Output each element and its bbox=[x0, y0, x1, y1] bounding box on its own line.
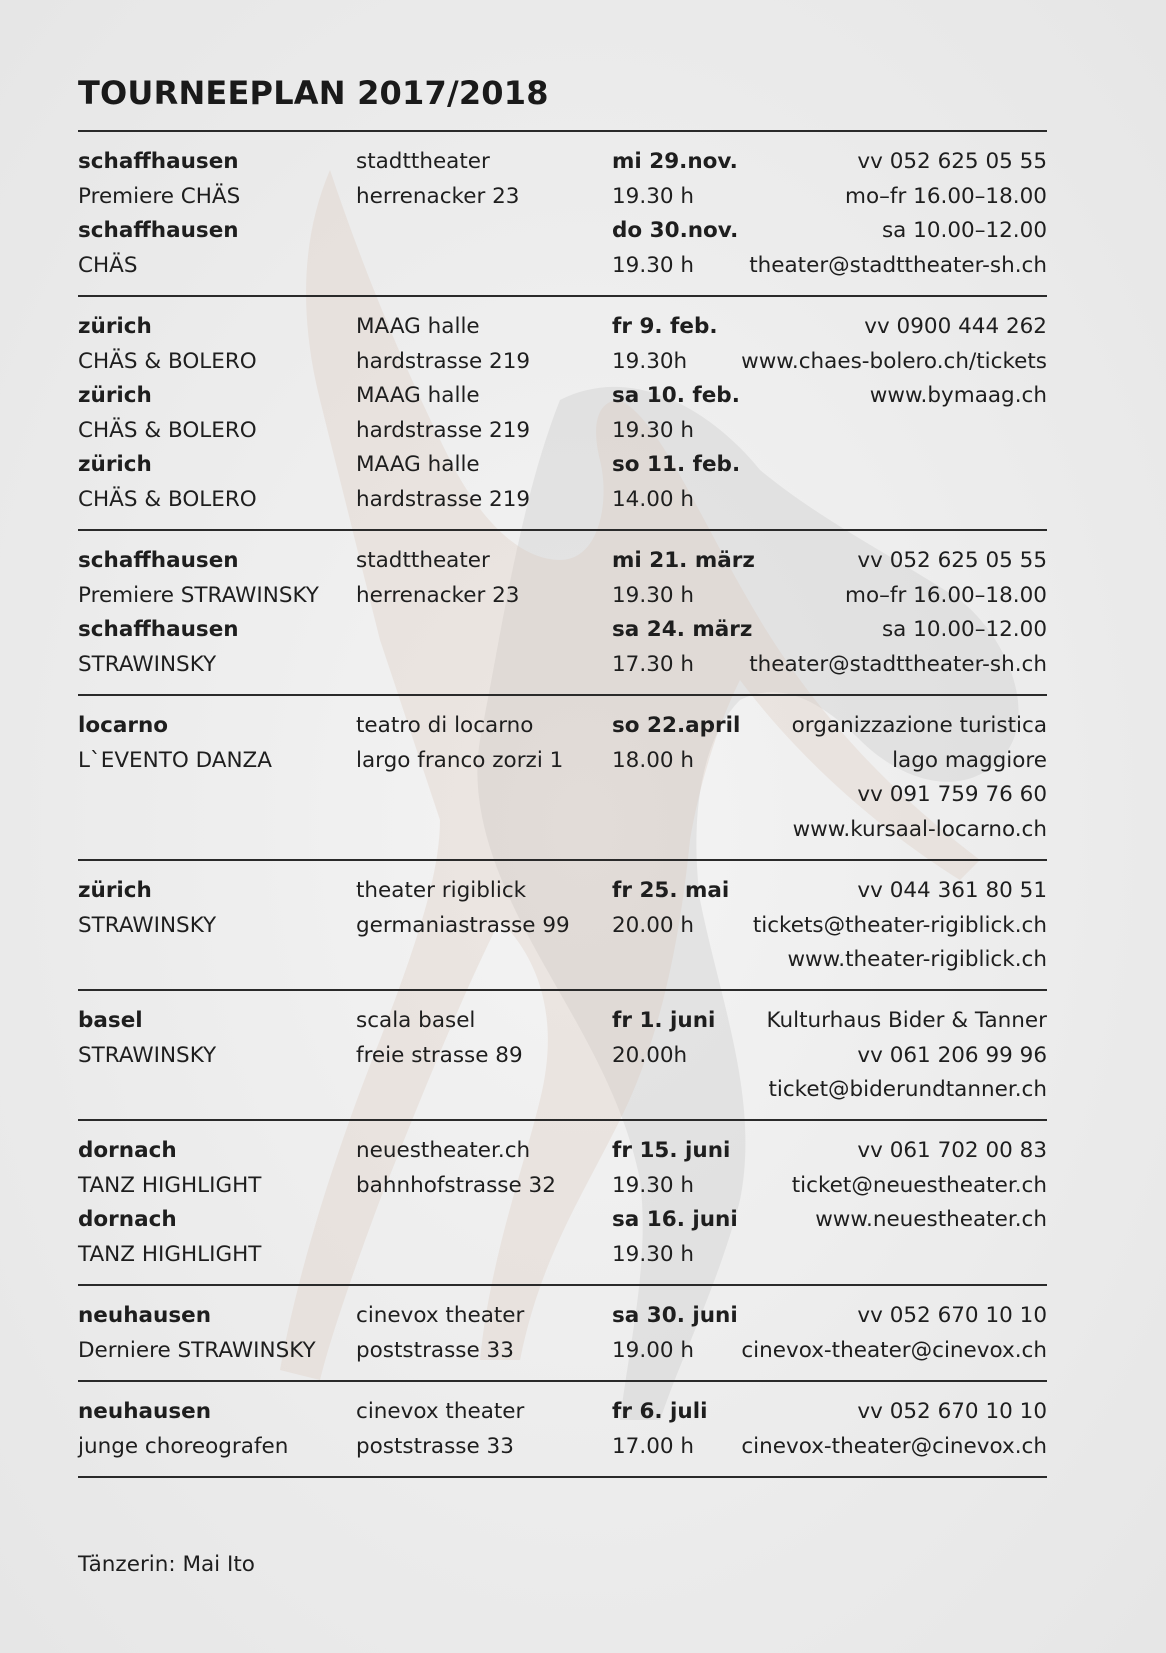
date-or-time: fr 15. juni bbox=[612, 1138, 731, 1163]
ticket-contact: vv 052 625 05 55 bbox=[857, 149, 1047, 174]
city-or-program: L`EVENTO DANZA bbox=[78, 747, 272, 773]
ticket-contact: Kulturhaus Bider & Tanner bbox=[766, 1008, 1047, 1033]
ticket-contact[interactable]: www.theater-rigiblick.ch bbox=[787, 947, 1047, 973]
city-or-program: basel bbox=[78, 1008, 143, 1033]
date-or-time: 19.30 h bbox=[612, 1172, 695, 1198]
ticket-contact[interactable]: www.bymaag.ch bbox=[869, 383, 1047, 409]
schedule-line bbox=[78, 1298, 1047, 1333]
date-or-time: 18.00 h bbox=[612, 747, 695, 773]
city-or-program: Premiere CHÄS bbox=[78, 183, 241, 209]
schedule-line bbox=[78, 378, 1047, 413]
city-or-program: zürich bbox=[78, 878, 152, 903]
ticket-contact: mo–fr 16.00–18.00 bbox=[845, 582, 1047, 608]
schedule-line bbox=[78, 1133, 1047, 1168]
ticket-contact[interactable]: www.chaes-bolero.ch/tickets bbox=[741, 348, 1047, 374]
city-or-program: STRAWINSKY bbox=[78, 651, 217, 677]
date-or-time: 19.30h bbox=[612, 348, 688, 374]
divider-line bbox=[78, 1284, 1047, 1286]
schedule-line bbox=[78, 1168, 1047, 1203]
date-or-time: do 30.nov. bbox=[612, 218, 739, 244]
date-or-time: sa 24. märz bbox=[612, 617, 753, 643]
city-or-program: CHÄS & BOLERO bbox=[78, 417, 257, 443]
city-or-program: zürich bbox=[78, 383, 152, 409]
city-or-program: TANZ HIGHLIGHT bbox=[78, 1241, 262, 1267]
ticket-contact: vv 052 625 05 55 bbox=[857, 548, 1047, 573]
ticket-contact: vv 052 670 10 10 bbox=[857, 1399, 1047, 1424]
date-or-time: fr 9. feb. bbox=[612, 314, 718, 339]
venue-or-address: largo franco zorzi 1 bbox=[356, 747, 564, 773]
schedule-line bbox=[78, 144, 1047, 179]
city-or-program: schaffhausen bbox=[78, 149, 239, 174]
venue-or-address: cinevox theater bbox=[356, 1303, 525, 1328]
date-or-time: 19.30 h bbox=[612, 417, 695, 443]
venue-or-address: hardstrasse 219 bbox=[356, 348, 531, 374]
credit-line: Tänzerin: Mai Ito bbox=[78, 1552, 255, 1577]
schedule-line bbox=[78, 413, 1047, 448]
schedule-line bbox=[78, 1038, 1047, 1073]
ticket-contact[interactable]: ticket@biderundtanner.ch bbox=[768, 1077, 1047, 1103]
schedule-line bbox=[78, 1003, 1047, 1038]
schedule-line bbox=[78, 1072, 1047, 1107]
schedule-line bbox=[78, 612, 1047, 647]
date-or-time: so 11. feb. bbox=[612, 452, 741, 478]
schedule-line bbox=[78, 1429, 1047, 1464]
ticket-contact[interactable]: theater@stadttheater-sh.ch bbox=[749, 651, 1047, 677]
ticket-contact[interactable]: cinevox-theater@cinevox.ch bbox=[741, 1337, 1047, 1363]
date-or-time: 19.30 h bbox=[612, 252, 695, 278]
ticket-contact[interactable]: tickets@theater-rigiblick.ch bbox=[752, 912, 1047, 938]
date-or-time: fr 6. juli bbox=[612, 1399, 708, 1424]
schedule-line bbox=[78, 777, 1047, 812]
ticket-contact: sa 10.00–12.00 bbox=[881, 617, 1047, 643]
ticket-contact[interactable]: cinevox-theater@cinevox.ch bbox=[741, 1433, 1047, 1459]
divider-line bbox=[78, 1380, 1047, 1382]
date-or-time: 19.00 h bbox=[612, 1337, 695, 1363]
divider-line bbox=[78, 295, 1047, 297]
divider-line bbox=[78, 989, 1047, 991]
date-or-time: 17.00 h bbox=[612, 1433, 695, 1459]
schedule-line bbox=[78, 447, 1047, 482]
date-or-time: 17.30 h bbox=[612, 651, 695, 677]
date-or-time: 14.00 h bbox=[612, 487, 695, 512]
venue-or-address: hardstrasse 219 bbox=[356, 487, 531, 512]
date-or-time: sa 30. juni bbox=[612, 1303, 738, 1328]
venue-or-address: neuestheater.ch bbox=[356, 1138, 531, 1163]
page-title: TOURNEEPLAN 2017/2018 bbox=[78, 74, 549, 112]
city-or-program: CHÄS bbox=[78, 252, 138, 278]
schedule-line bbox=[78, 213, 1047, 248]
date-or-time: 19.30 h bbox=[612, 582, 695, 608]
city-or-program: Premiere STRAWINSKY bbox=[78, 582, 319, 608]
city-or-program: dornach bbox=[78, 1138, 177, 1163]
venue-or-address: theater rigiblick bbox=[356, 878, 527, 903]
schedule-line bbox=[78, 708, 1047, 743]
venue-or-address: teatro di locarno bbox=[356, 713, 534, 738]
ticket-contact: vv 0900 444 262 bbox=[864, 314, 1047, 339]
city-or-program: CHÄS & BOLERO bbox=[78, 487, 257, 512]
schedule-line bbox=[78, 344, 1047, 379]
date-or-time: mi 21. märz bbox=[612, 548, 755, 573]
date-or-time: 20.00 h bbox=[612, 912, 695, 938]
schedule-line bbox=[78, 1237, 1047, 1272]
city-or-program: STRAWINSKY bbox=[78, 1042, 217, 1068]
schedule-line bbox=[78, 647, 1047, 682]
city-or-program: schaffhausen bbox=[78, 617, 239, 643]
divider-line bbox=[78, 859, 1047, 861]
schedule-line bbox=[78, 743, 1047, 778]
city-or-program: STRAWINSKY bbox=[78, 912, 217, 938]
divider-line bbox=[78, 694, 1047, 696]
city-or-program: schaffhausen bbox=[78, 548, 239, 573]
ticket-contact: mo–fr 16.00–18.00 bbox=[845, 183, 1047, 209]
schedule-line bbox=[78, 309, 1047, 344]
schedule-line bbox=[78, 908, 1047, 943]
date-or-time: mi 29.nov. bbox=[612, 149, 738, 174]
venue-or-address: poststrasse 33 bbox=[356, 1433, 514, 1459]
city-or-program: CHÄS & BOLERO bbox=[78, 348, 257, 374]
city-or-program: junge choreografen bbox=[78, 1433, 289, 1459]
ticket-contact: lago maggiore bbox=[892, 747, 1047, 773]
schedule-line bbox=[78, 1333, 1047, 1368]
schedule-line bbox=[78, 942, 1047, 977]
schedule-line bbox=[78, 578, 1047, 613]
schedule-line bbox=[78, 873, 1047, 908]
schedule-line bbox=[78, 812, 1047, 847]
city-or-program: TANZ HIGHLIGHT bbox=[78, 1172, 262, 1198]
ticket-contact: vv 044 361 80 51 bbox=[857, 878, 1047, 903]
ticket-contact[interactable]: www.neuestheater.ch bbox=[815, 1207, 1047, 1233]
ticket-contact: vv 061 702 00 83 bbox=[857, 1138, 1047, 1163]
schedule-line bbox=[78, 248, 1047, 283]
schedule-line bbox=[78, 543, 1047, 578]
venue-or-address: herrenacker 23 bbox=[356, 183, 520, 209]
city-or-program: zürich bbox=[78, 452, 152, 478]
schedule-line bbox=[78, 1394, 1047, 1429]
venue-or-address: stadttheater bbox=[356, 548, 490, 573]
ticket-contact[interactable]: theater@stadttheater-sh.ch bbox=[749, 252, 1047, 278]
date-or-time: 19.30 h bbox=[612, 183, 695, 209]
venue-or-address: germaniastrasse 99 bbox=[356, 912, 570, 938]
ticket-contact: vv 052 670 10 10 bbox=[857, 1303, 1047, 1328]
divider-line bbox=[78, 1476, 1047, 1478]
venue-or-address: MAAG halle bbox=[356, 452, 480, 478]
ticket-contact: vv 091 759 76 60 bbox=[857, 782, 1047, 808]
venue-or-address: freie strasse 89 bbox=[356, 1042, 523, 1068]
date-or-time: sa 16. juni bbox=[612, 1207, 738, 1233]
city-or-program: neuhausen bbox=[78, 1303, 211, 1328]
city-or-program: schaffhausen bbox=[78, 218, 239, 244]
city-or-program: zürich bbox=[78, 314, 152, 339]
schedule-line bbox=[78, 1202, 1047, 1237]
ticket-contact: organizzazione turistica bbox=[791, 713, 1047, 738]
date-or-time: 20.00h bbox=[612, 1042, 688, 1068]
schedule-line bbox=[78, 179, 1047, 214]
city-or-program: neuhausen bbox=[78, 1399, 211, 1424]
venue-or-address: poststrasse 33 bbox=[356, 1337, 514, 1363]
divider-line bbox=[78, 1119, 1047, 1121]
ticket-contact: sa 10.00–12.00 bbox=[881, 218, 1047, 244]
date-or-time: so 22.april bbox=[612, 713, 741, 738]
date-or-time: sa 10. feb. bbox=[612, 383, 740, 409]
venue-or-address: stadttheater bbox=[356, 149, 490, 174]
city-or-program: locarno bbox=[78, 713, 169, 738]
venue-or-address: herrenacker 23 bbox=[356, 582, 520, 608]
divider-line bbox=[78, 529, 1047, 531]
venue-or-address: MAAG halle bbox=[356, 314, 480, 339]
ticket-contact[interactable]: ticket@neuestheater.ch bbox=[791, 1172, 1047, 1198]
venue-or-address: MAAG halle bbox=[356, 383, 480, 409]
venue-or-address: hardstrasse 219 bbox=[356, 417, 531, 443]
ticket-contact: vv 061 206 99 96 bbox=[857, 1042, 1047, 1068]
divider-line bbox=[78, 130, 1047, 132]
city-or-program: Derniere STRAWINSKY bbox=[78, 1337, 316, 1363]
venue-or-address: bahnhofstrasse 32 bbox=[356, 1172, 556, 1198]
schedule-line bbox=[78, 482, 1047, 517]
venue-or-address: scala basel bbox=[356, 1008, 476, 1033]
ticket-contact[interactable]: www.kursaal-locarno.ch bbox=[792, 816, 1047, 842]
date-or-time: 19.30 h bbox=[612, 1241, 695, 1267]
venue-or-address: cinevox theater bbox=[356, 1399, 525, 1424]
city-or-program: dornach bbox=[78, 1207, 177, 1233]
date-or-time: fr 1. juni bbox=[612, 1008, 716, 1033]
date-or-time: fr 25. mai bbox=[612, 878, 730, 903]
